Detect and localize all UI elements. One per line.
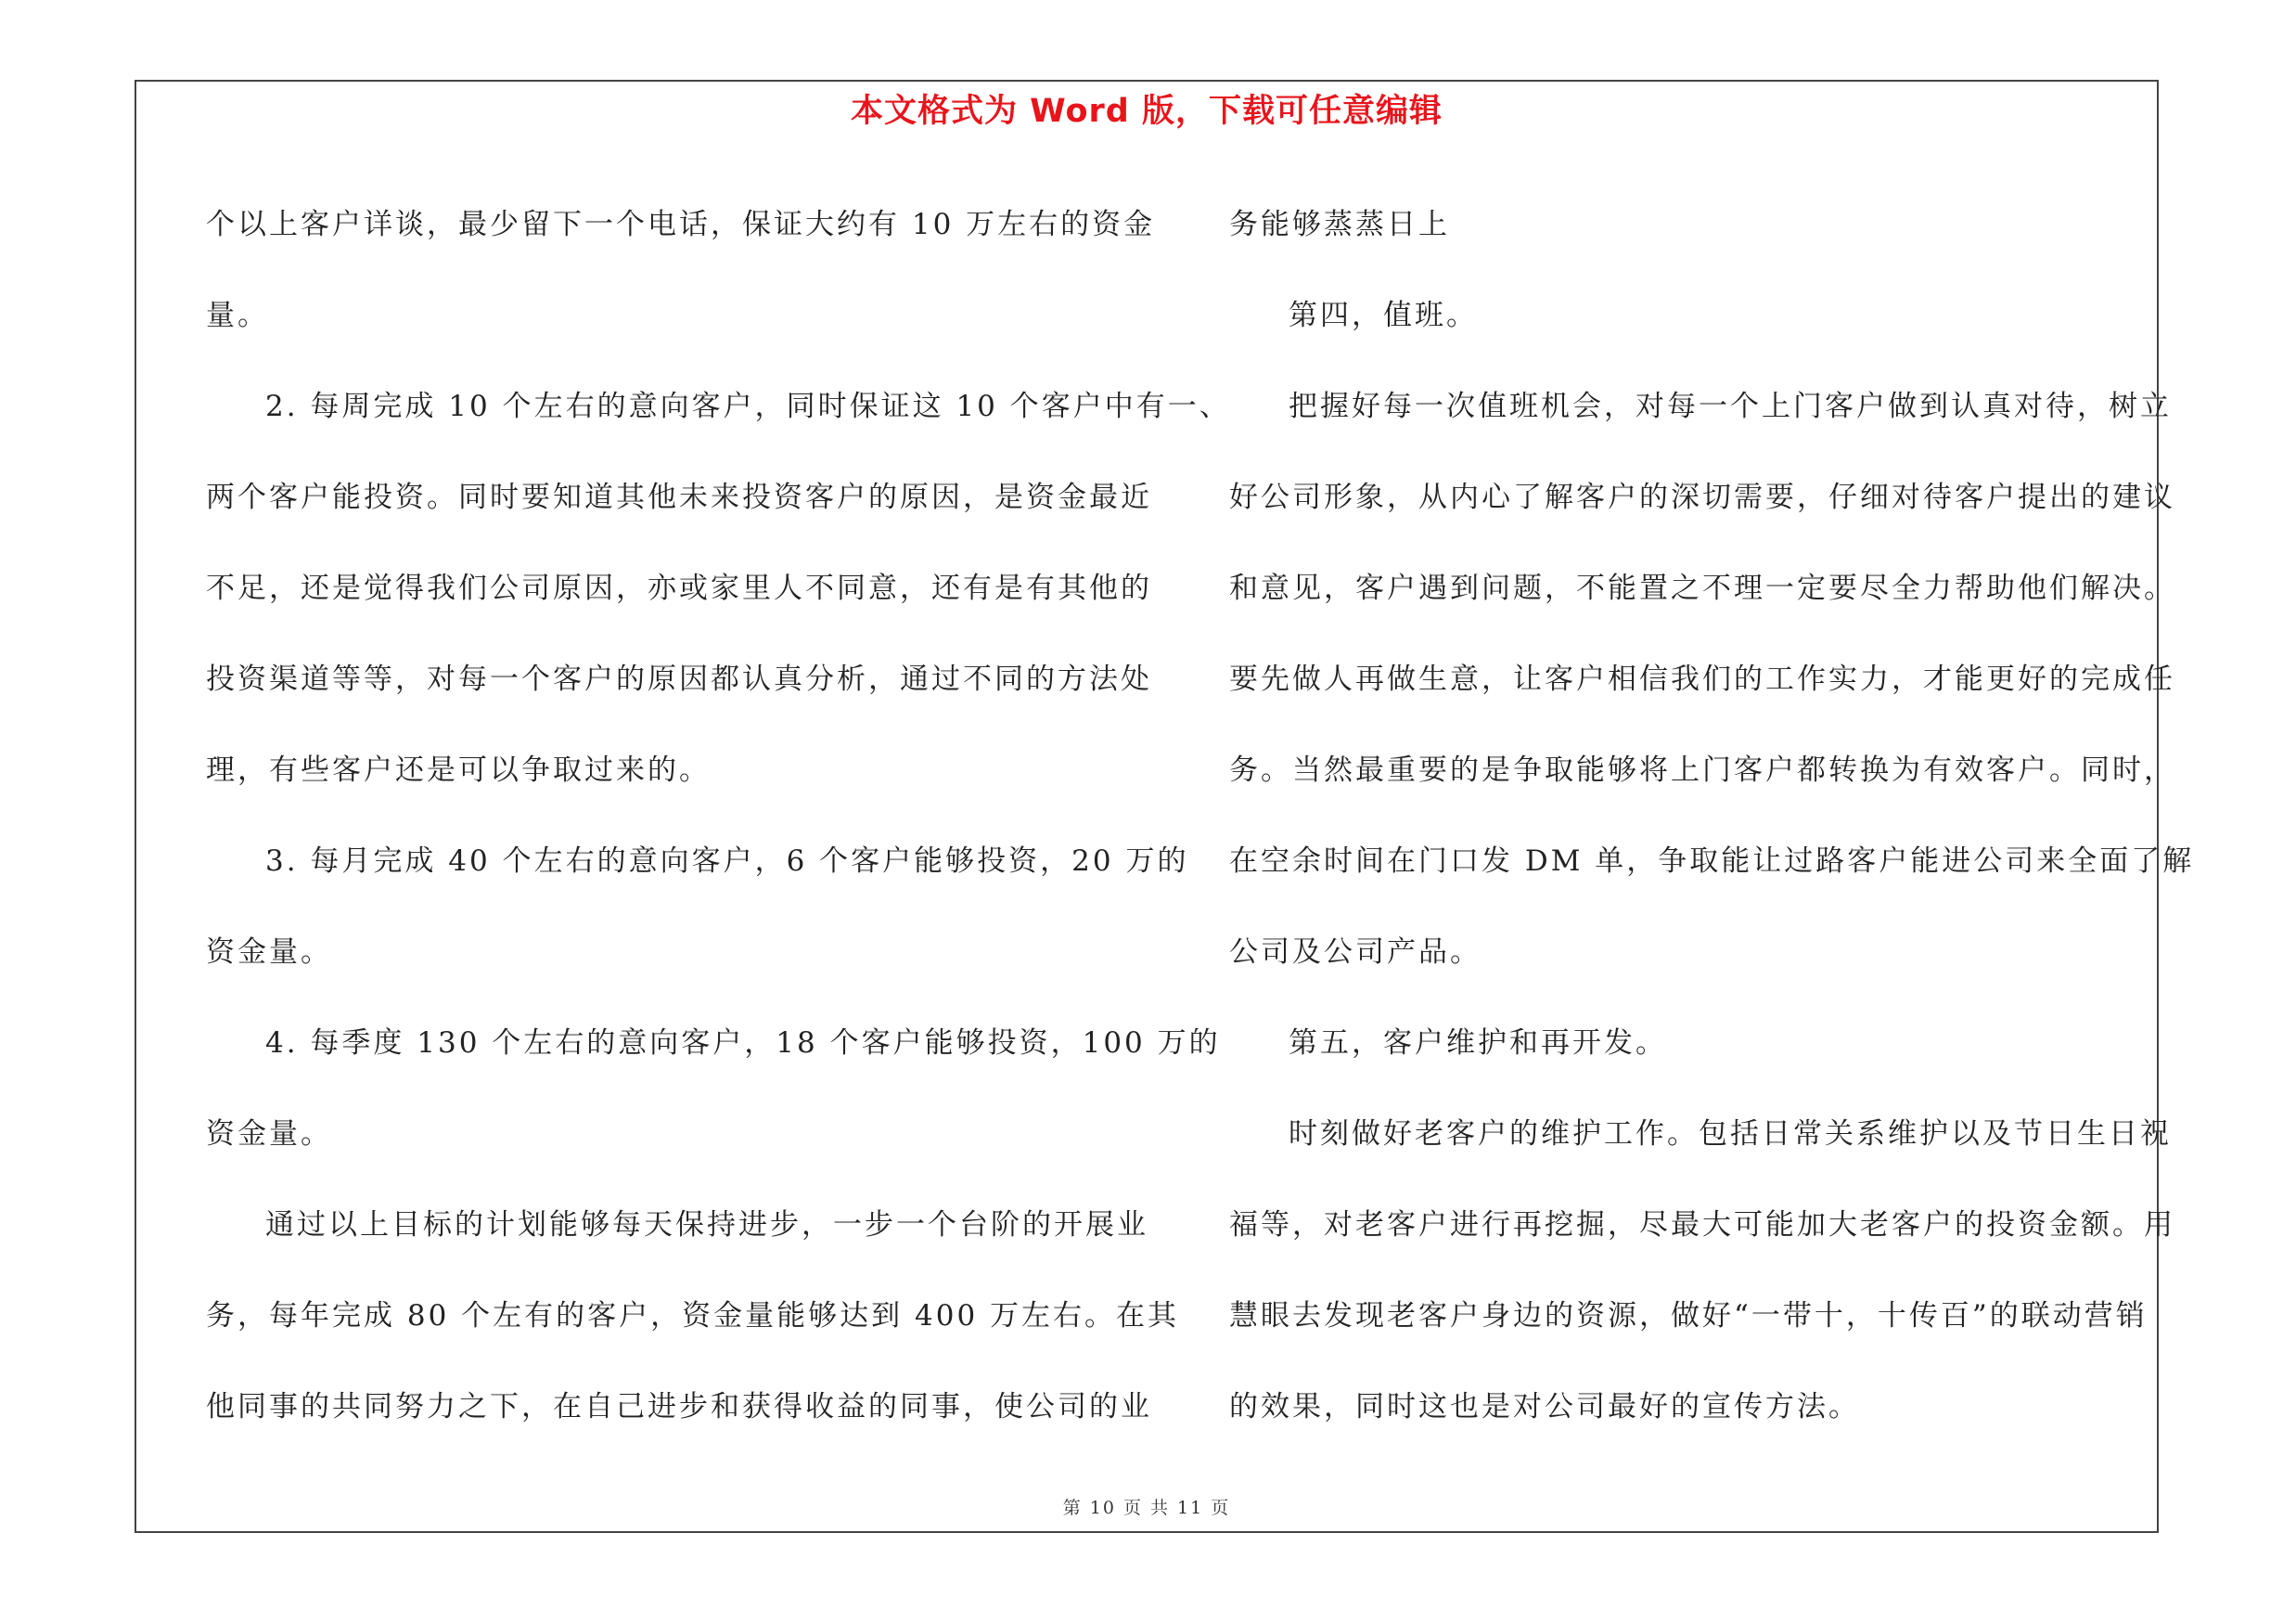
paragraph-line: 资金量。 [206, 935, 332, 969]
paragraph-line: 在空余时间在门口发 DM 单，争取能让过路客户能进公司来全面了解 [1229, 844, 2195, 878]
section-heading: 第四，值班。 [1289, 299, 1478, 332]
paragraph-line: 福等，对老客户进行再挖掘，尽最大可能加大老客户的投资金额。用 [1229, 1208, 2175, 1242]
paragraph-line: 4. 每季度 130 个左右的意向客户，18 个客户能够投资，100 万的 [265, 1026, 1221, 1060]
page-number: 第 10 页 共 11 页 [1062, 1498, 1231, 1518]
paragraph-line: 和意见，客户遇到问题，不能置之不理一定要尽全力帮助他们解决。 [1229, 572, 2175, 605]
paragraph-line: 务能够蒸蒸日上 [1229, 208, 1450, 241]
paragraph-line: 时刻做好老客户的维护工作。包括日常关系维护以及节日生日祝 [1289, 1117, 2172, 1151]
paragraph-line: 公司及公司产品。 [1229, 935, 1481, 969]
paragraph-line: 投资渠道等等，对每一个客户的原因都认真分析，通过不同的方法处 [206, 663, 1152, 696]
paragraph-line: 要先做人再做生意，让客户相信我们的工作实力，才能更好的完成任 [1229, 663, 2175, 696]
paragraph-line: 资金量。 [206, 1117, 332, 1151]
paragraph-line: 理，有些客户还是可以争取过来的。 [206, 754, 711, 787]
paragraph-line: 个以上客户详谈，最少留下一个电话，保证大约有 10 万左右的资金 [206, 208, 1156, 241]
paragraph-line: 3. 每月完成 40 个左右的意向客户，6 个客户能够投资，20 万的 [265, 844, 1189, 878]
paragraph-line: 好公司形象，从内心了解客户的深切需要，仔细对待客户提出的建议 [1229, 481, 2175, 514]
right-text-column [1229, 179, 2195, 1452]
left-text-column [206, 179, 1231, 1452]
paragraph-line: 2. 每周完成 10 个左右的意向客户，同时保证这 10 个客户中有一、 [265, 390, 1231, 423]
paragraph-line: 他同事的共同努力之下，在自己进步和获得收益的同事，使公司的业 [206, 1390, 1152, 1423]
paragraph-line: 量。 [206, 299, 269, 332]
word-format-banner: 本文格式为 Word 版，下载可任意编辑 [850, 93, 1443, 130]
paragraph-line: 的效果，同时这也是对公司最好的宣传方法。 [1229, 1390, 1860, 1423]
paragraph-line: 不足，还是觉得我们公司原因，亦或家里人不同意，还有是有其他的 [206, 572, 1152, 605]
paragraph-line: 务，每年完成 80 个左有的客户，资金量能够达到 400 万左右。在其 [206, 1299, 1180, 1333]
paragraph-line: 通过以上目标的计划能够每天保持进步，一步一个台阶的开展业 [265, 1208, 1148, 1242]
paragraph-line: 把握好每一次值班机会，对每一个上门客户做到认真对待，树立 [1289, 390, 2172, 423]
paragraph-line: 两个客户能投资。同时要知道其他未来投资客户的原因，是资金最近 [206, 481, 1152, 514]
section-heading: 第五，客户维护和再开发。 [1289, 1026, 1667, 1060]
paragraph-line: 慧眼去发现老客户身边的资源，做好“一带十，十传百”的联动营销 [1229, 1299, 2148, 1333]
paragraph-line: 务。当然最重要的是争取能够将上门客户都转换为有效客户。同时， [1229, 754, 2175, 787]
